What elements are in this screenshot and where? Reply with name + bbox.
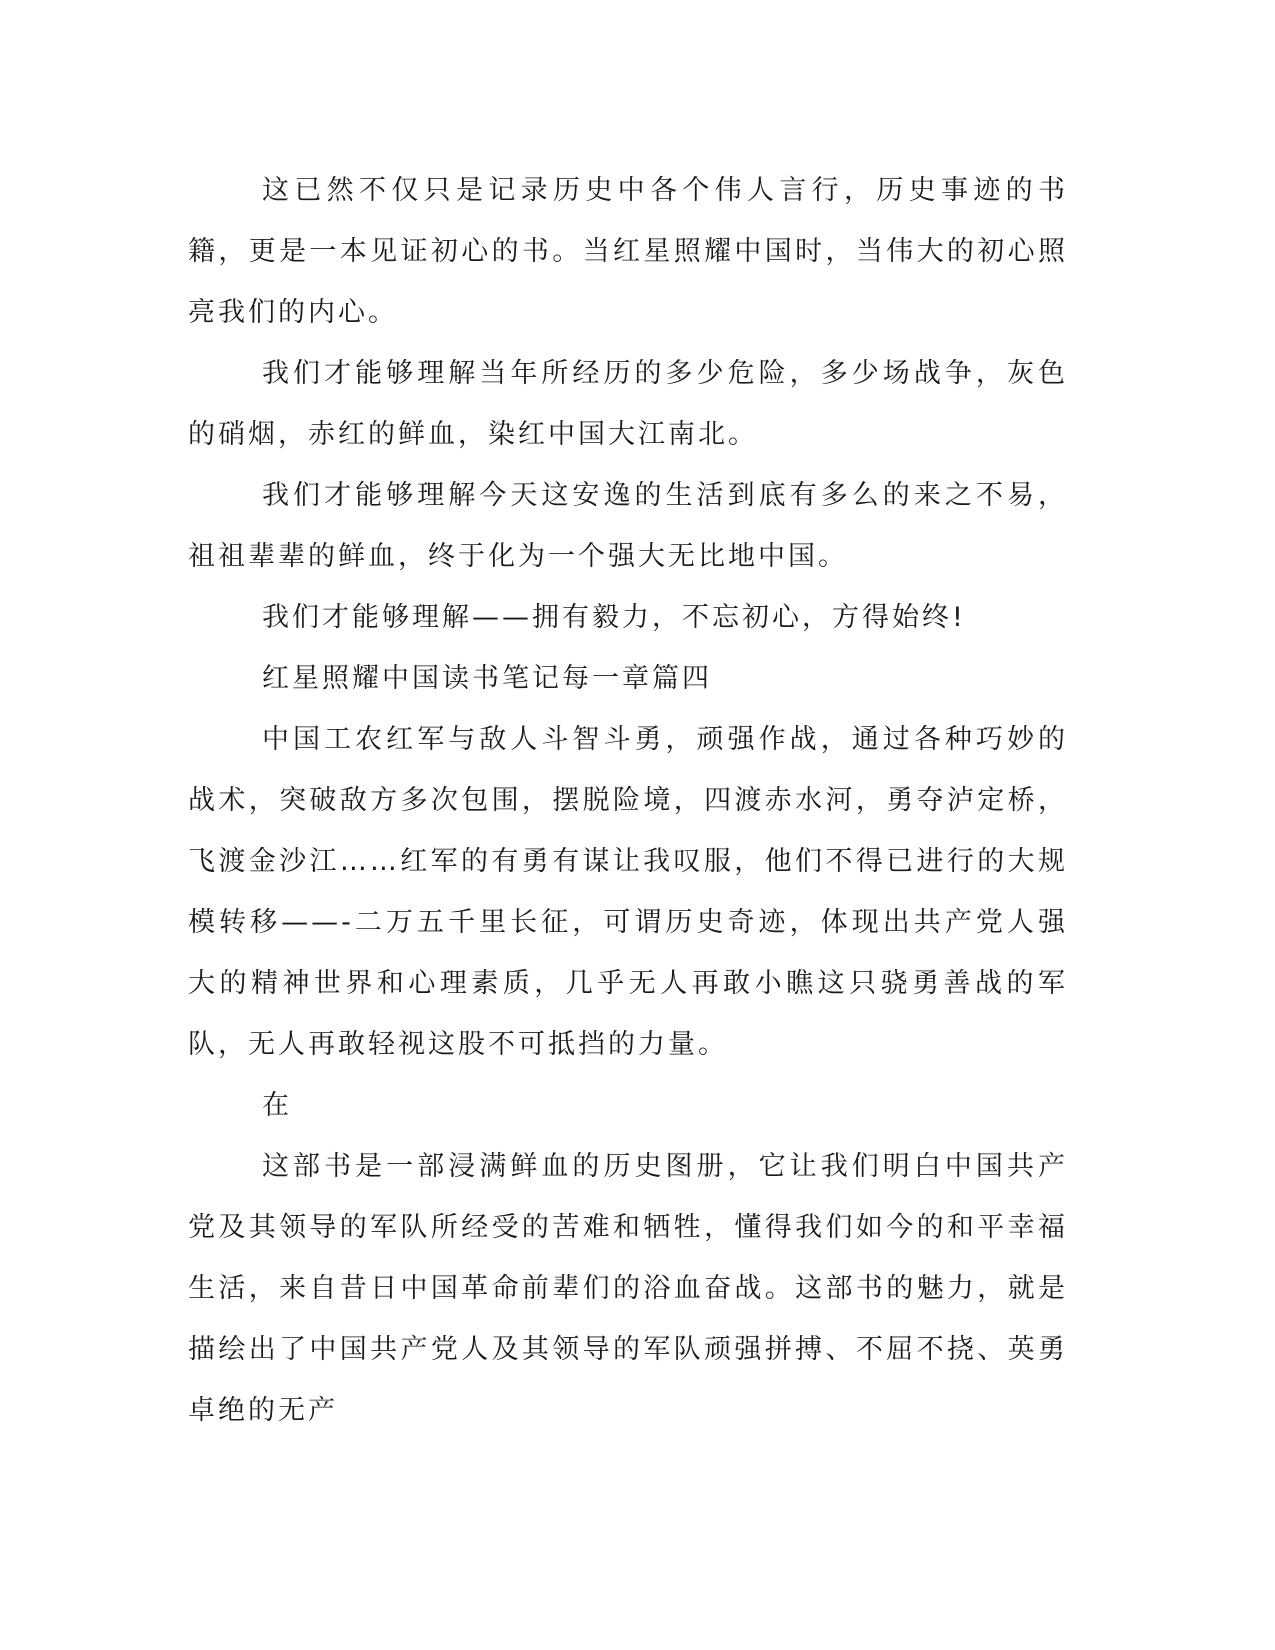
paragraph-2: 我们才能够理解当年所经历的多少危险，多少场战争，灰色的硝烟，赤红的鲜血，染红中国大江南北。 (188, 358, 1068, 450)
section-paragraph-3: 这部书是一部浸满鲜血的历史图册，它让我们明白中国共产党及其领导的军队所经受的苦难和牺牲，懂得我们如今的和平幸福生活，来自昔日中国革命前辈们的浴血奋战。这部书的魅力，就是描绘出了中国共产党人及其领导的军队顽强拼搏、不屈不挠、英勇卓绝的无产 (188, 1151, 1068, 1426)
section-paragraph-1: 中国工农红军与敌人斗智斗勇，顽强作战，通过各种巧妙的战术，突破敌方多次包围，摆脱险境，四渡赤水河，勇夺泸定桥，飞渡金沙江……红军的有勇有谋让我叹服，他们不得已进行的大规模转移——-二万五千里长征，可谓历史奇迹，体现出共产党人强大的精神世界和心理素质，几乎无人再敢小瞧这只骁勇善战的军队，无人再敢轻视这股不可抵挡的力量。 (188, 724, 1068, 1060)
section-title: 红星照耀中国读书笔记每一章篇四 (262, 663, 712, 694)
section-paragraph-2: 在 (262, 1090, 292, 1121)
paragraph-1: 这已然不仅只是记录历史中各个伟人言行，历史事迹的书籍，更是一本见证初心的书。当红星照耀中国时，当伟大的初心照亮我们的内心。 (188, 175, 1068, 328)
paragraph-4: 我们才能够理解——拥有毅力，不忘初心，方得始终! (262, 602, 966, 633)
paragraph-3: 我们才能够理解今天这安逸的生活到底有多么的来之不易，祖祖辈辈的鲜血，终于化为一个强大无比地中国。 (188, 480, 1068, 572)
document-body (188, 160, 1068, 1441)
